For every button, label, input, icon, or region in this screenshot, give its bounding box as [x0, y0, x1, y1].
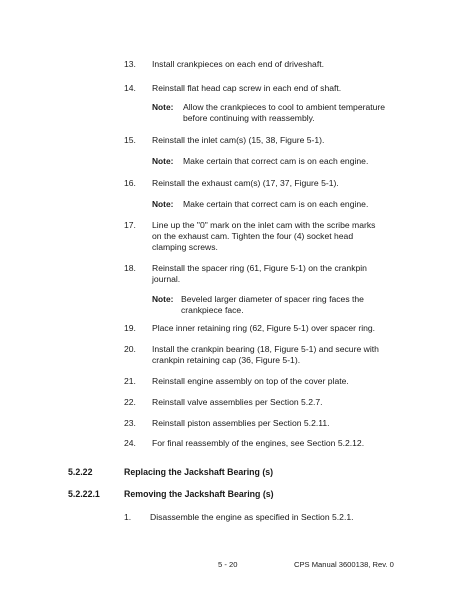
step-text: Place inner retaining ring (62, Figure 5-1) over spacer ring.	[152, 323, 376, 333]
step-number: 18.	[124, 263, 136, 273]
note-label: Note:	[152, 199, 174, 209]
step-number: 1.	[124, 512, 132, 522]
step-text: Reinstall valve assemblies per Section 5.2.7.	[152, 397, 323, 407]
note-label: Note:	[152, 102, 174, 112]
step-number: 14.	[124, 83, 136, 93]
step-text-line: Line up the "0" mark on the inlet cam with the scribe marks	[152, 220, 376, 230]
note-label: Note:	[152, 156, 174, 166]
step-text: Reinstall engine assembly on top of the cover plate.	[152, 376, 349, 386]
step-number: 24.	[124, 438, 136, 448]
note-text: Allow the crankpieces to cool to ambient temperature	[183, 102, 386, 112]
step-number: 23.	[124, 418, 136, 428]
step-number: 17.	[124, 220, 136, 230]
step-number: 16.	[124, 178, 136, 188]
step-text-line: on the exhaust cam. Tighten the four (4) socket head	[152, 231, 354, 241]
step-text: For final reassembly of the engines, see Section 5.2.12.	[152, 438, 365, 448]
step-text: Reinstall piston assemblies per Section 5.2.11.	[152, 418, 330, 428]
note-text: crankpiece face.	[181, 305, 244, 315]
note-text: Make certain that correct cam is on each engine.	[183, 199, 369, 209]
step-number: 19.	[124, 323, 136, 333]
note-text: Beveled larger diameter of spacer ring faces the	[181, 294, 364, 304]
manual-reference: CPS Manual 3600138, Rev. 0	[294, 560, 394, 569]
step-text: Reinstall the exhaust cam(s) (17, 37, Figure 5-1).	[152, 178, 339, 188]
step-text-line: clamping screws.	[152, 242, 218, 252]
step-text: Disassemble the engine as specified in Section 5.2.1.	[150, 512, 354, 522]
subsection-title: Removing the Jackshaft Bearing (s)	[124, 489, 274, 499]
page-number: 5 - 20	[218, 560, 238, 569]
step-text: Install crankpieces on each end of driveshaft.	[152, 59, 324, 69]
step-text-line: journal.	[152, 274, 181, 284]
step-number: 21.	[124, 376, 136, 386]
step-text-line: crankpin retaining cap (36, Figure 5-1).	[152, 355, 301, 365]
step-text-line: Reinstall the spacer ring (61, Figure 5-1) on the crankpin	[152, 263, 367, 273]
section-title: Replacing the Jackshaft Bearing (s)	[124, 467, 274, 477]
note-label: Note:	[152, 294, 174, 304]
section-number: 5.2.22	[68, 467, 93, 477]
step-number: 13.	[124, 59, 136, 69]
step-number: 20.	[124, 344, 136, 354]
step-number: 22.	[124, 397, 136, 407]
note-text: before continuing with reassembly.	[183, 113, 315, 123]
step-text-line: Install the crankpin bearing (18, Figure 5-1) and secure with	[152, 344, 379, 354]
step-number: 15.	[124, 135, 136, 145]
note-text: Make certain that correct cam is on each engine.	[183, 156, 369, 166]
step-text: Reinstall the inlet cam(s) (15, 38, Figure 5-1).	[152, 135, 325, 145]
step-text: Reinstall flat head cap screw in each end of shaft.	[152, 83, 342, 93]
subsection-number: 5.2.22.1	[68, 489, 100, 499]
